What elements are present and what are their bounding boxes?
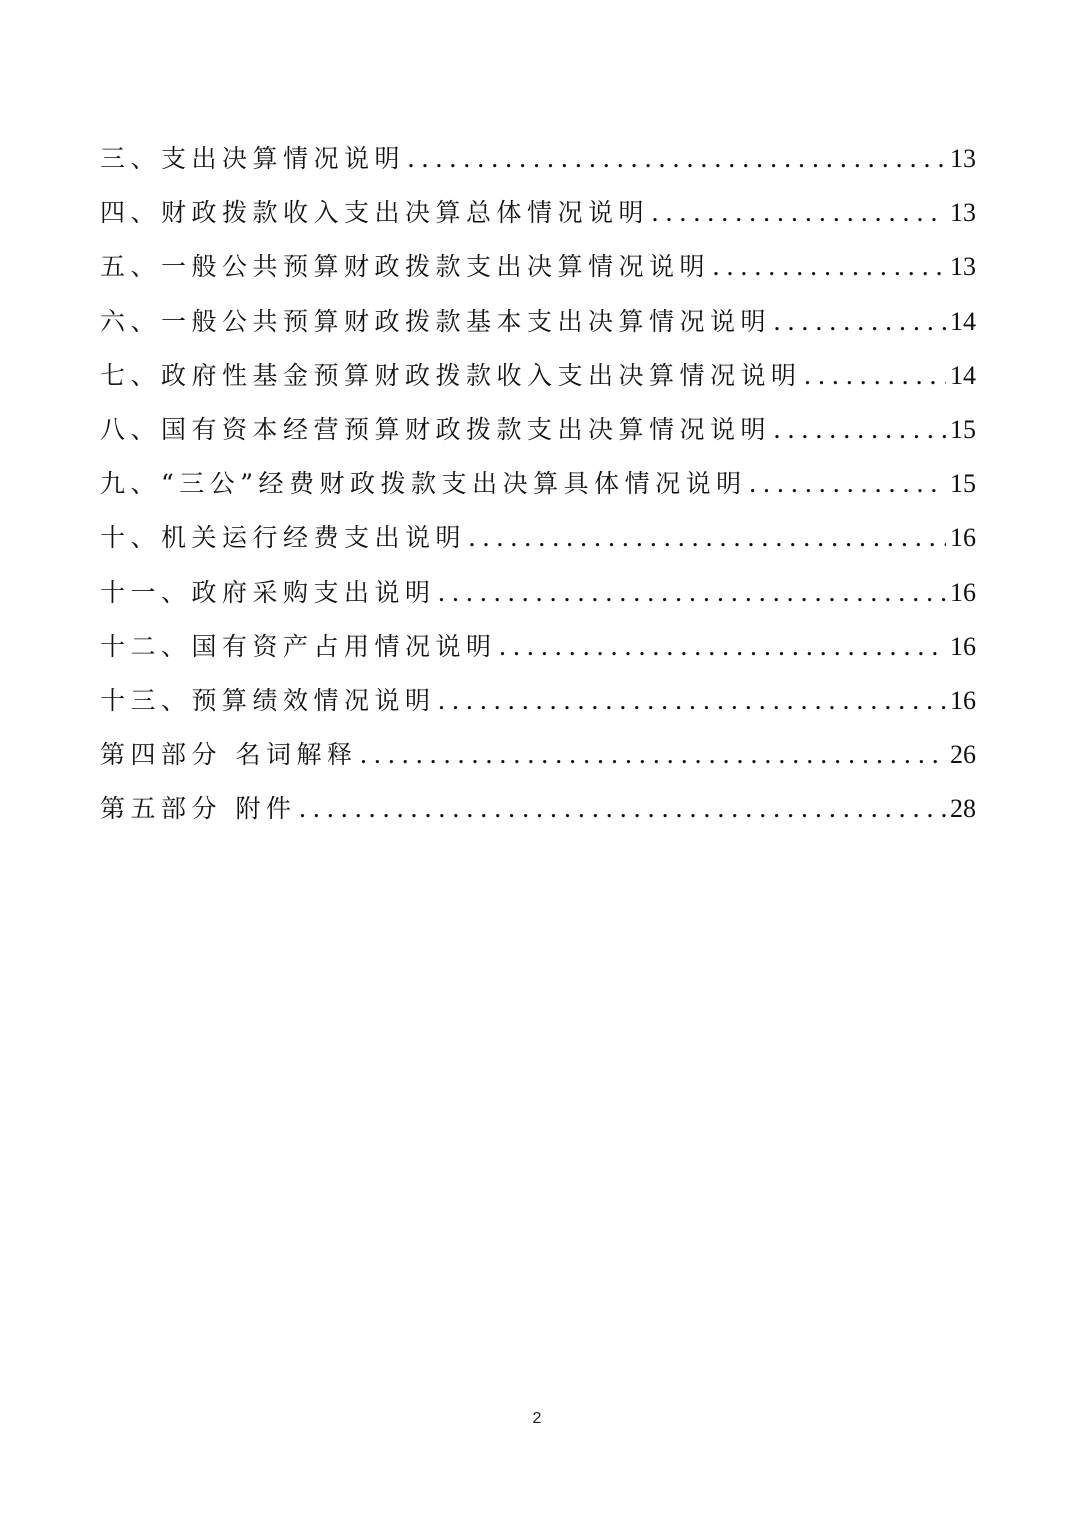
toc-entry-title: 十、机关运行经费支出说明 — [100, 523, 467, 553]
toc-entry-title: 十一、政府采购支出说明 — [100, 577, 436, 607]
toc-leader-dots — [651, 186, 946, 240]
toc-entry[interactable] — [100, 566, 976, 620]
toc-leader-dots — [804, 349, 946, 403]
toc-entry-title: 九、“三公”经费财政拨款支出决算具体情况说明 — [100, 469, 747, 499]
toc-entry[interactable] — [100, 132, 976, 186]
page-number: 2 — [532, 1410, 542, 1427]
toc-leader-dots — [468, 511, 946, 565]
toc-entry[interactable] — [100, 403, 976, 457]
toc-entry[interactable] — [100, 295, 976, 349]
toc-entry-title: 第四部分 名词解释 — [100, 740, 358, 770]
toc-entry-page: 13 — [950, 198, 976, 228]
toc-entry-page: 28 — [950, 794, 976, 824]
toc-entry-page: 16 — [950, 523, 976, 553]
toc-entry-page: 14 — [950, 306, 976, 336]
toc-leader-dots — [712, 240, 946, 294]
toc-entry[interactable] — [100, 186, 976, 240]
table-of-contents — [100, 132, 976, 836]
toc-entry[interactable] — [100, 620, 976, 674]
toc-entry[interactable] — [100, 240, 976, 294]
toc-entry-page: 16 — [950, 577, 976, 607]
toc-leader-dots — [438, 566, 946, 620]
toc-entry[interactable] — [100, 457, 976, 511]
toc-entry-title: 七、政府性基金预算财政拨款收入支出决算情况说明 — [100, 360, 802, 390]
toc-entry-title: 六、一般公共预算财政拨款基本支出决算情况说明 — [100, 306, 772, 336]
toc-entry-page: 26 — [950, 740, 976, 770]
toc-leader-dots — [749, 457, 946, 511]
toc-entry[interactable] — [100, 349, 976, 403]
toc-leader-dots — [773, 295, 946, 349]
toc-entry-title: 十二、国有资产占用情况说明 — [100, 631, 497, 661]
toc-entry-page: 16 — [950, 631, 976, 661]
toc-entry-page: 14 — [950, 360, 976, 390]
toc-leader-dots — [438, 674, 946, 728]
toc-leader-dots — [359, 728, 946, 782]
toc-entry-page: 16 — [950, 685, 976, 715]
toc-entry-title: 第五部分 附件 — [100, 794, 297, 824]
toc-entry[interactable] — [100, 782, 976, 836]
toc-leader-dots — [499, 620, 946, 674]
toc-entry-page: 15 — [950, 414, 976, 444]
toc-entry-title: 三、支出决算情况说明 — [100, 144, 406, 173]
toc-entry[interactable] — [100, 674, 976, 728]
toc-entry-page: 15 — [950, 469, 976, 499]
toc-entry-title: 五、一般公共预算财政拨款支出决算情况说明 — [100, 252, 711, 282]
toc-entry-title: 四、财政拨款收入支出决算总体情况说明 — [100, 198, 650, 228]
toc-leader-dots — [773, 403, 946, 457]
toc-entry-page: 13 — [950, 252, 976, 282]
toc-entry-page: 13 — [950, 144, 976, 173]
toc-leader-dots — [298, 782, 946, 836]
toc-entry-title: 十三、预算绩效情况说明 — [100, 685, 436, 715]
toc-entry-title: 八、国有资本经营预算财政拨款支出决算情况说明 — [100, 414, 772, 444]
toc-entry[interactable] — [100, 728, 976, 782]
toc-leader-dots — [407, 132, 946, 186]
toc-entry[interactable] — [100, 511, 976, 565]
